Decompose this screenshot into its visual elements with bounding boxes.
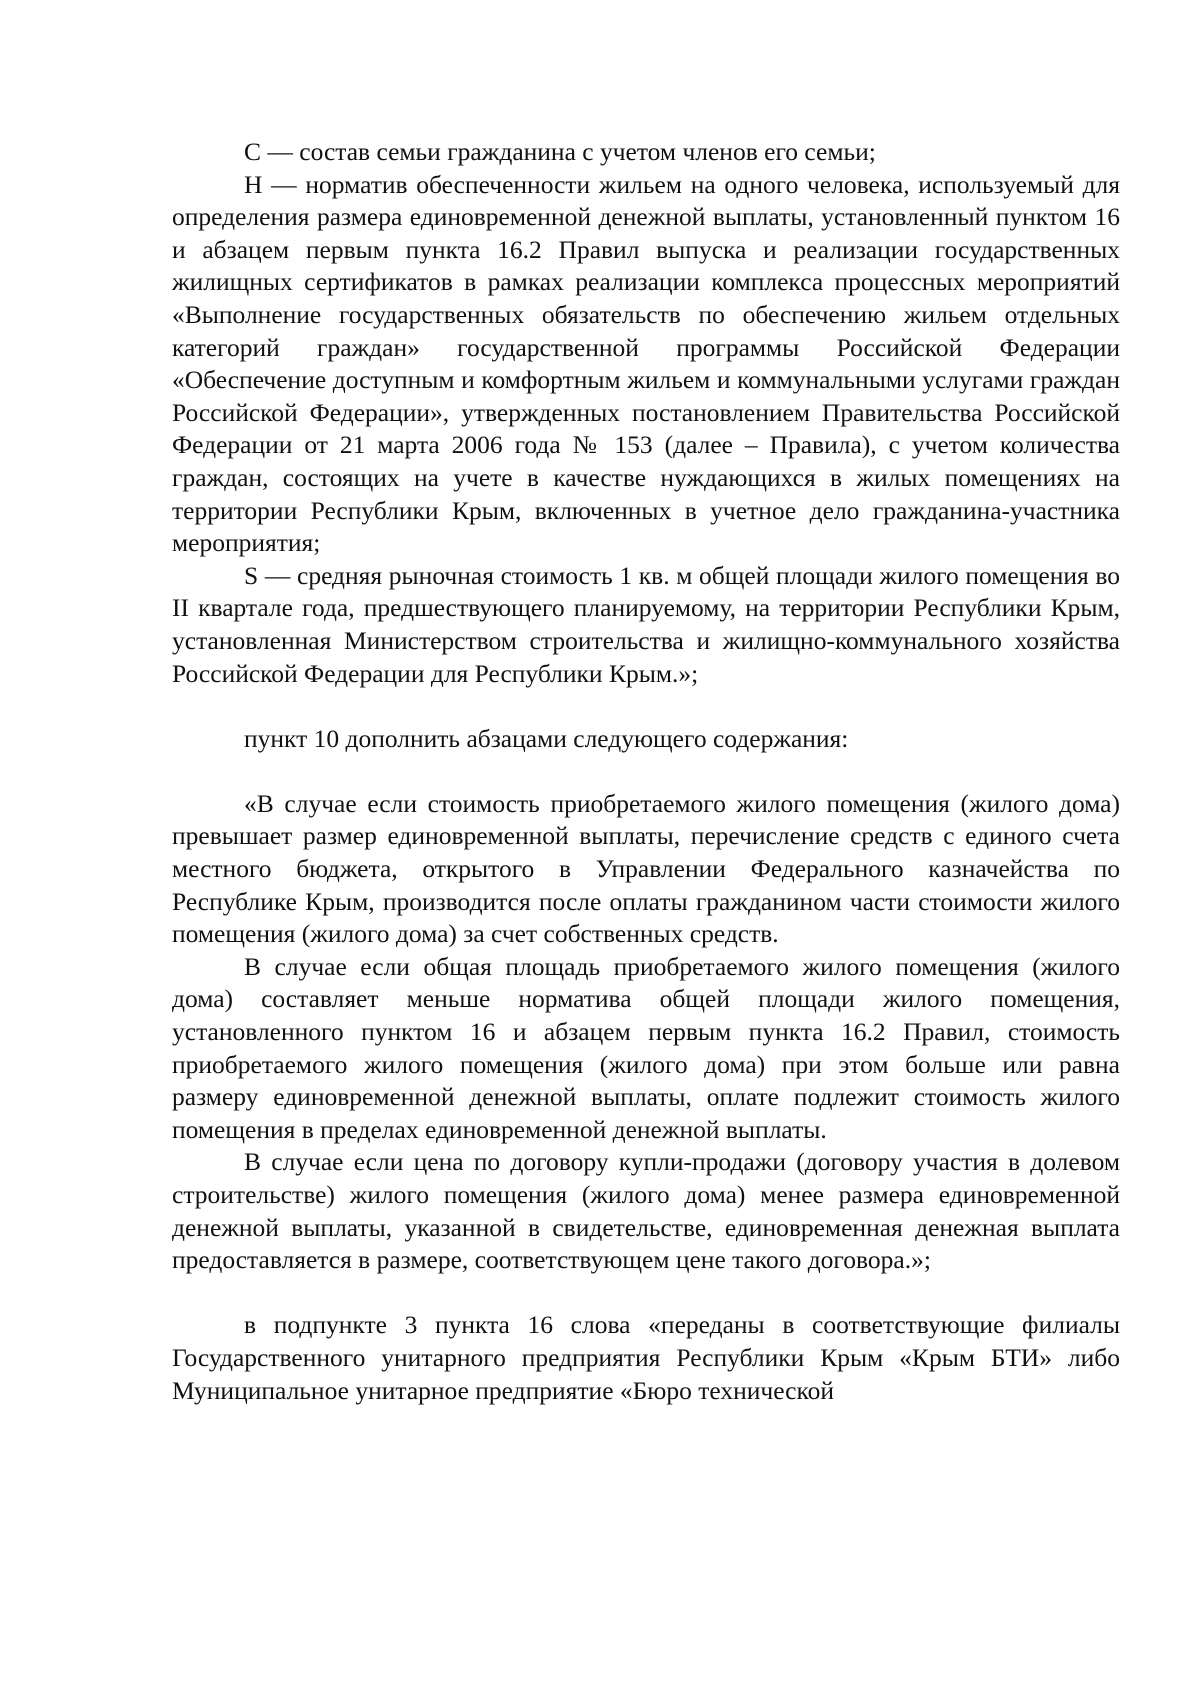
paragraph-subitem-3: в подпункте 3 пункта 16 слова «переданы в соответствующие филиалы Государственного унитарного предприятия Республики Крым «Крым БТИ» либо Муниципальное унитарное предприятие «Бюро технической xyxy=(172,1310,1120,1405)
paragraph-c-definition: С — состав семьи гражданина с учетом членов его семьи; xyxy=(244,137,876,166)
paragraph-item-10-intro: пункт 10 дополнить абзацами следующего содержания: xyxy=(244,723,849,753)
document-page xyxy=(172,136,1120,1407)
paragraph-area-less: В случае если общая площадь приобретаемого жилого помещения (жилого дома) составляет меньше норматива общей площади жилого помещения, установленного пунктом 16 и абзацем первым пункта 16.2 Правил, стоимость приобретаемого жилого помещения (жилого дома) при этом больше или равна размеру единовременной денежной выплаты, оплате подлежит стоимость жилого помещения в пределах единовременной денежной выплаты. xyxy=(172,951,1120,1144)
paragraph-cost-exceeds: «В случае если стоимость приобретаемого жилого помещения (жилого дома) превышает размер единовременной выплаты, перечисление средств с единого счета местного бюджета, открытого в Управлении Федерального казначейства по Республике Крым, производится после оплаты гражданином части стоимости жилого помещения (жилого дома) за счет собственных средств. xyxy=(172,788,1120,949)
paragraph-price-less: В случае если цена по договору купли-продажи (договору участия в долевом строительстве) жилого помещения (жилого дома) менее размера единовременной денежной выплаты, указанной в свидетельстве, единовременная денежная выплата предоставляется в размере, соответствующем цене такого договора.»; xyxy=(172,1147,1120,1275)
paragraph-s-definition: S — средняя рыночная стоимость 1 кв. м общей площади жилого помещения во II квартале года, предшествующего планируемому, на территории Республики Крым, установленная Министерством строительства и жилищно-коммунального хозяйства Российской Федерации для Республики Крым.»; xyxy=(172,560,1120,688)
paragraph-n-definition: Н — норматив обеспеченности жильем на одного человека, используемый для определения размера единовременной денежной выплаты, установленный пунктом 16 и абзацем первым пункта 16.2 Правил выпуска и реализации государственных жилищных сертификатов в рамках реализации комплекса процессных мероприятий «Выполнение государственных обязательств по обеспечению жильем отдельных категорий граждан» государственной программы Российской Федерации «Обеспечение доступным и комфортным жильем и коммунальными услугами граждан Российской Федерации», утвержденных постановлением Правительства Российской Федерации от 21 марта 2006 года № 153 (далее – Правила), с учетом количества граждан, состоящих на учете в качестве нуждающихся в жилых помещениях на территории Республики Крым, включенных в учетное дело гражданина-участника мероприятия; xyxy=(172,169,1120,558)
